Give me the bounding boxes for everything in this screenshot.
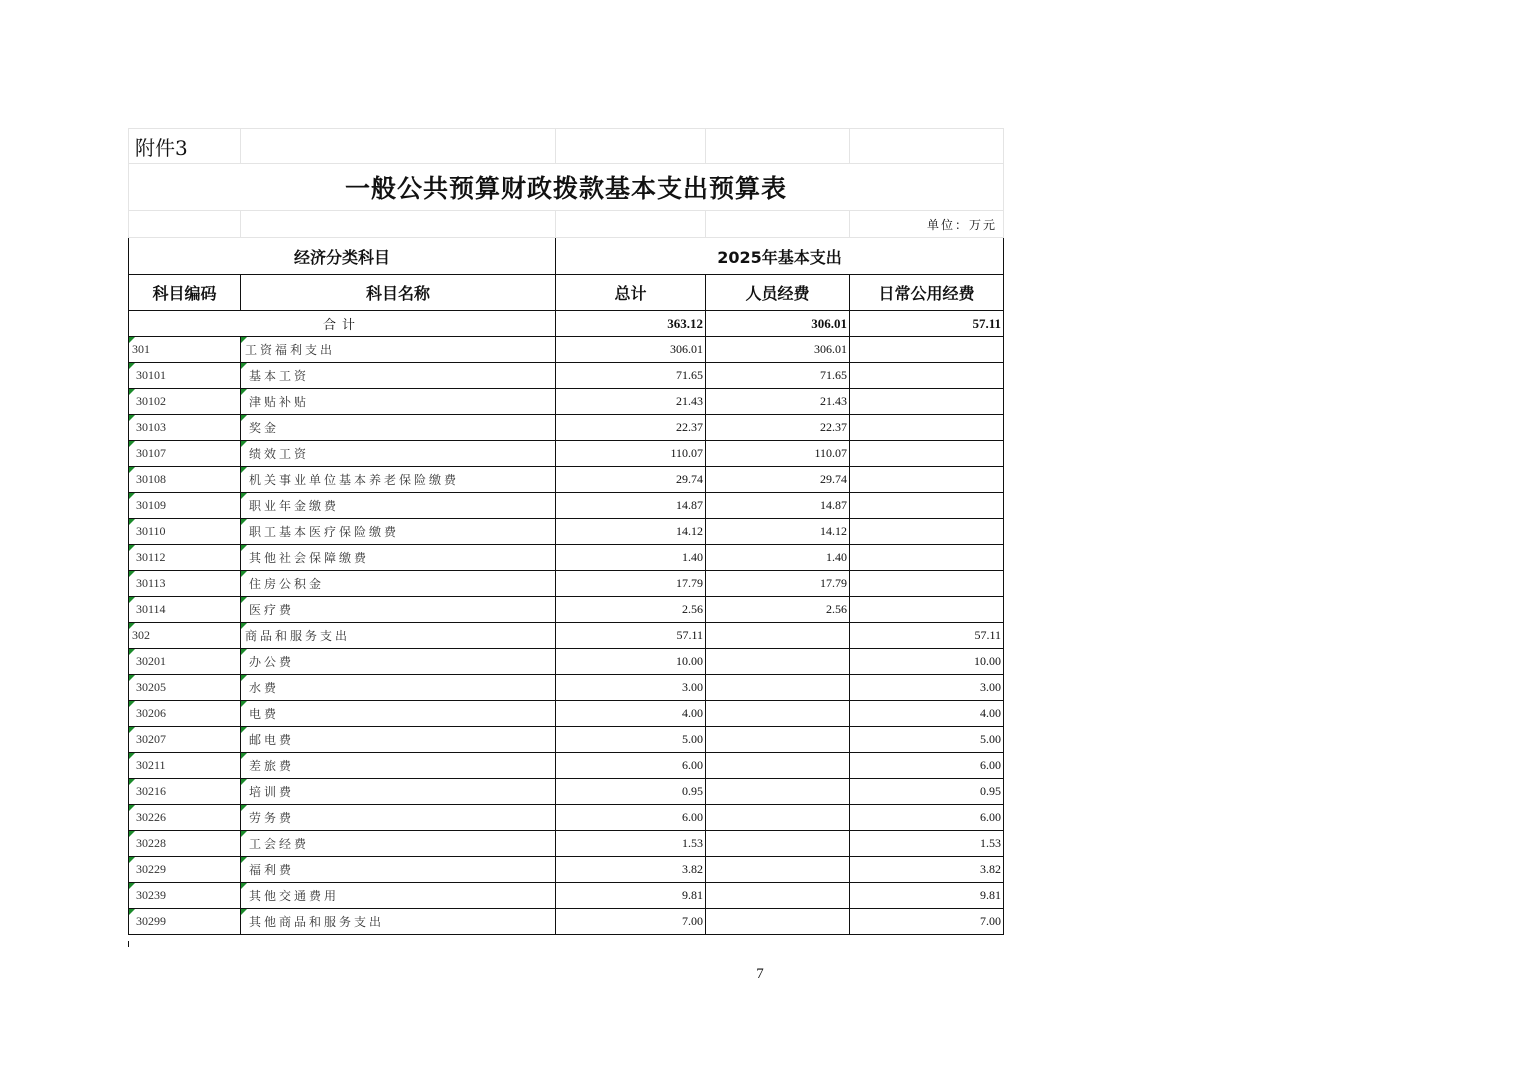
row-personnel <box>706 779 850 805</box>
table-row <box>129 519 1004 545</box>
table-row <box>129 805 1004 831</box>
row-name: 电费 <box>241 701 556 727</box>
row-name: 奖金 <box>241 415 556 441</box>
row-public <box>850 389 1004 415</box>
table-row <box>129 571 1004 597</box>
row-public <box>850 415 1004 441</box>
row-code: 30228 <box>129 831 241 857</box>
row-code: 30112 <box>129 545 241 571</box>
row-name: 住房公积金 <box>241 571 556 597</box>
row-public <box>850 337 1004 363</box>
row-total: 71.65 <box>556 363 706 389</box>
row-personnel: 110.07 <box>706 441 850 467</box>
table-row <box>129 727 1004 753</box>
table-row <box>129 545 1004 571</box>
row-name: 邮电费 <box>241 727 556 753</box>
table-row <box>129 337 1004 363</box>
row-personnel: 29.74 <box>706 467 850 493</box>
row-code: 30206 <box>129 701 241 727</box>
row-public: 6.00 <box>850 805 1004 831</box>
row-total: 3.00 <box>556 675 706 701</box>
total-label: 合计 <box>129 311 556 337</box>
row-total: 306.01 <box>556 337 706 363</box>
row-total: 14.87 <box>556 493 706 519</box>
row-personnel <box>706 909 850 935</box>
row-total: 5.00 <box>556 727 706 753</box>
row-code: 30101 <box>129 363 241 389</box>
row-name: 津贴补贴 <box>241 389 556 415</box>
row-personnel: 2.56 <box>706 597 850 623</box>
row-code: 30216 <box>129 779 241 805</box>
row-public: 3.82 <box>850 857 1004 883</box>
row-personnel: 17.79 <box>706 571 850 597</box>
row-total: 2.56 <box>556 597 706 623</box>
row-personnel <box>706 805 850 831</box>
attachment-label: 附件3 <box>129 129 241 164</box>
row-personnel: 14.87 <box>706 493 850 519</box>
header-econ-class: 经济分类科目 <box>129 238 556 275</box>
row-name: 办公费 <box>241 649 556 675</box>
budget-sheet <box>128 128 1004 935</box>
row-personnel: 1.40 <box>706 545 850 571</box>
row-name: 职业年金缴费 <box>241 493 556 519</box>
row-name: 工会经费 <box>241 831 556 857</box>
row-public: 1.53 <box>850 831 1004 857</box>
table-row <box>129 909 1004 935</box>
table-title: 一般公共预算财政拨款基本支出预算表 <box>129 164 1004 211</box>
row-personnel <box>706 701 850 727</box>
row-code: 30299 <box>129 909 241 935</box>
table-row <box>129 493 1004 519</box>
row-personnel <box>706 623 850 649</box>
row-name: 机关事业单位基本养老保险缴费 <box>241 467 556 493</box>
header-personnel: 人员经费 <box>706 275 850 311</box>
row-public: 10.00 <box>850 649 1004 675</box>
row-total: 110.07 <box>556 441 706 467</box>
row-personnel: 14.12 <box>706 519 850 545</box>
row-public <box>850 597 1004 623</box>
row-total: 22.37 <box>556 415 706 441</box>
row-code: 30211 <box>129 753 241 779</box>
row-code: 30107 <box>129 441 241 467</box>
table-row <box>129 623 1004 649</box>
row-code: 30109 <box>129 493 241 519</box>
row-name: 工资福利支出 <box>241 337 556 363</box>
page-number: 7 <box>756 966 764 982</box>
row-total: 21.43 <box>556 389 706 415</box>
row-personnel <box>706 649 850 675</box>
row-public <box>850 467 1004 493</box>
row-total: 6.00 <box>556 753 706 779</box>
total-sum: 363.12 <box>556 311 706 337</box>
table-row <box>129 649 1004 675</box>
table-row <box>129 363 1004 389</box>
row-code: 30114 <box>129 597 241 623</box>
row-personnel <box>706 857 850 883</box>
row-code: 302 <box>129 623 241 649</box>
row-public: 9.81 <box>850 883 1004 909</box>
row-code: 30110 <box>129 519 241 545</box>
row-total: 9.81 <box>556 883 706 909</box>
table-row <box>129 675 1004 701</box>
row-name: 其他商品和服务支出 <box>241 909 556 935</box>
row-name: 培训费 <box>241 779 556 805</box>
row-code: 30102 <box>129 389 241 415</box>
row-total: 1.53 <box>556 831 706 857</box>
table-row <box>129 467 1004 493</box>
row-name: 绩效工资 <box>241 441 556 467</box>
row-personnel <box>706 753 850 779</box>
header-total: 总计 <box>556 275 706 311</box>
row-code: 301 <box>129 337 241 363</box>
row-public <box>850 441 1004 467</box>
row-name: 其他交通费用 <box>241 883 556 909</box>
row-name: 水费 <box>241 675 556 701</box>
row-public: 6.00 <box>850 753 1004 779</box>
table-row <box>129 441 1004 467</box>
row-total: 4.00 <box>556 701 706 727</box>
row-personnel <box>706 727 850 753</box>
table-row <box>129 753 1004 779</box>
row-total: 29.74 <box>556 467 706 493</box>
table-row <box>129 415 1004 441</box>
row-name: 职工基本医疗保险缴费 <box>241 519 556 545</box>
row-public <box>850 545 1004 571</box>
row-code: 30108 <box>129 467 241 493</box>
row-public: 0.95 <box>850 779 1004 805</box>
row-code: 30226 <box>129 805 241 831</box>
row-public <box>850 571 1004 597</box>
row-public <box>850 493 1004 519</box>
row-personnel: 22.37 <box>706 415 850 441</box>
header-year-basic: 2025年基本支出 <box>556 238 1004 275</box>
table-row <box>129 779 1004 805</box>
row-name: 基本工资 <box>241 363 556 389</box>
row-personnel <box>706 883 850 909</box>
row-code: 30201 <box>129 649 241 675</box>
row-code: 30205 <box>129 675 241 701</box>
unit-label: 单位：万元 <box>850 211 1004 238</box>
row-public: 57.11 <box>850 623 1004 649</box>
row-public: 3.00 <box>850 675 1004 701</box>
row-personnel <box>706 675 850 701</box>
row-name: 差旅费 <box>241 753 556 779</box>
row-personnel: 71.65 <box>706 363 850 389</box>
header-code: 科目编码 <box>129 275 241 311</box>
row-code: 30103 <box>129 415 241 441</box>
row-public <box>850 519 1004 545</box>
table-edge-mark <box>128 941 129 947</box>
row-total: 3.82 <box>556 857 706 883</box>
row-total: 57.11 <box>556 623 706 649</box>
row-public: 5.00 <box>850 727 1004 753</box>
row-name: 其他社会保障缴费 <box>241 545 556 571</box>
row-total: 17.79 <box>556 571 706 597</box>
table-row <box>129 883 1004 909</box>
row-total: 1.40 <box>556 545 706 571</box>
table-row <box>129 857 1004 883</box>
row-personnel <box>706 831 850 857</box>
table-row <box>129 831 1004 857</box>
row-total: 6.00 <box>556 805 706 831</box>
row-name: 商品和服务支出 <box>241 623 556 649</box>
row-public: 7.00 <box>850 909 1004 935</box>
row-total: 7.00 <box>556 909 706 935</box>
table-row <box>129 389 1004 415</box>
row-code: 30113 <box>129 571 241 597</box>
row-code: 30239 <box>129 883 241 909</box>
table-row <box>129 597 1004 623</box>
header-public: 日常公用经费 <box>850 275 1004 311</box>
row-name: 劳务费 <box>241 805 556 831</box>
total-personnel: 306.01 <box>706 311 850 337</box>
header-name: 科目名称 <box>241 275 556 311</box>
budget-table <box>128 128 1004 935</box>
row-public: 4.00 <box>850 701 1004 727</box>
row-personnel: 306.01 <box>706 337 850 363</box>
row-name: 福利费 <box>241 857 556 883</box>
row-code: 30229 <box>129 857 241 883</box>
row-total: 14.12 <box>556 519 706 545</box>
row-name: 医疗费 <box>241 597 556 623</box>
row-total: 10.00 <box>556 649 706 675</box>
row-total: 0.95 <box>556 779 706 805</box>
total-public: 57.11 <box>850 311 1004 337</box>
row-code: 30207 <box>129 727 241 753</box>
table-row <box>129 701 1004 727</box>
total-row <box>129 311 1004 337</box>
row-public <box>850 363 1004 389</box>
row-personnel: 21.43 <box>706 389 850 415</box>
